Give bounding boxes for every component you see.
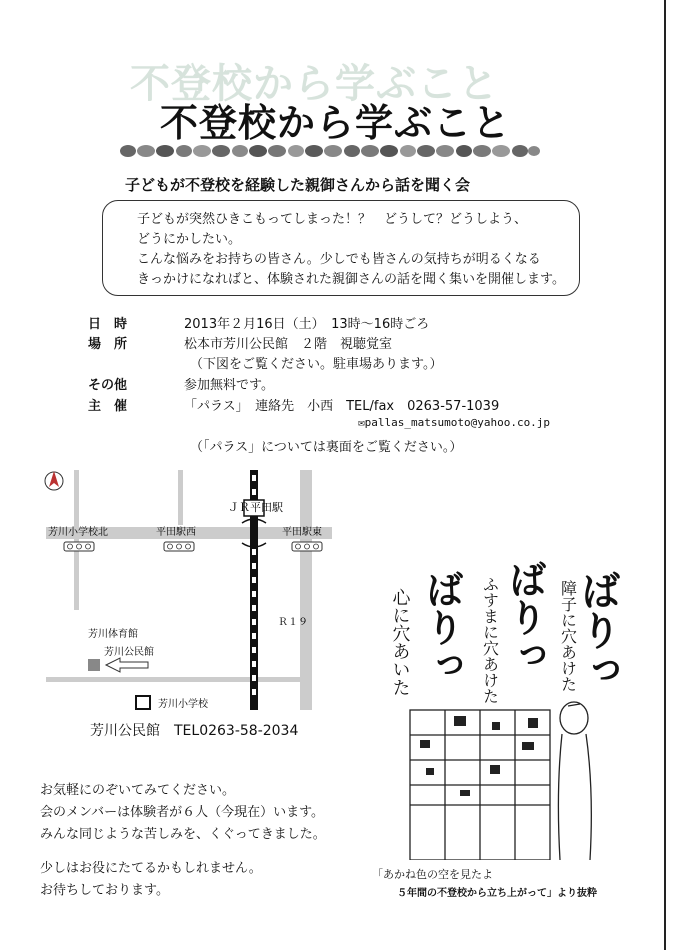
- intro-line: こんな悩みをお持ちの皆さん。少しでも皆さんの気持ちが明るくなる: [137, 252, 541, 267]
- title-shadow: 不登校から学ぶこと: [130, 61, 499, 107]
- other-label: その他: [88, 378, 128, 393]
- road-r19: [300, 470, 312, 710]
- calligraphy-line1: ばりっ: [574, 570, 622, 690]
- subtitle: 子どもが不登校を経験した親御さんから話を聞く会: [125, 176, 471, 194]
- access-map: [38, 465, 338, 715]
- hall-label: 芳川公民館: [104, 647, 154, 658]
- map-caption: 芳川公民館 TEL0263-58-2034: [90, 723, 299, 739]
- calligraphy-line3-small: 心に穴あいた: [389, 588, 411, 696]
- date-label: 日 時: [88, 317, 128, 332]
- station-label: ＪＲ平田駅: [228, 501, 283, 514]
- road-north: [178, 470, 183, 525]
- date-value: 2013年２月16日（土） 13時～16時ごろ: [184, 317, 430, 332]
- place-label: 場 所: [88, 337, 128, 352]
- intro-line: きっかけになればと、体験された親御さんの話を聞く集いを開催します。: [137, 272, 565, 287]
- shoji-drawing: [410, 710, 550, 860]
- signal-mid-label: 平田駅西: [156, 527, 196, 538]
- intro-line: 子どもが突然ひきこもってしまった！？ どうして？どうしよう、: [137, 212, 528, 227]
- page-title: 不登校から学ぶこと: [160, 101, 512, 145]
- hall-marker: [88, 659, 100, 671]
- closing-message: [40, 780, 326, 902]
- host-note: （「パラス」については裏面をご覧ください。）: [190, 440, 463, 455]
- figure-drawing: [558, 702, 591, 860]
- school-label: 芳川小学校: [158, 699, 208, 710]
- place-note: （下図をご覧ください。駐車場あります。）: [190, 357, 443, 372]
- road-west: [74, 470, 79, 610]
- intro-box: [102, 200, 580, 296]
- calligraphy-line2-small: ふすまに穴あけた: [480, 576, 500, 704]
- calligraphy-line1-small: 障子に穴あけた: [558, 580, 578, 692]
- closing-line: お待ちしております。: [40, 883, 169, 898]
- email-address[interactable]: ✉pallas_matsumoto@yahoo.co.jp: [358, 416, 551, 429]
- closing-line: お気軽にのぞいてみてください。: [40, 783, 236, 798]
- calligraphy-line2: ばりっ: [502, 560, 548, 674]
- road-south: [46, 677, 300, 682]
- calligraphy-illustration: [350, 540, 640, 860]
- north-arrow-icon: [45, 471, 63, 490]
- place-value: 松本市芳川公民館 ２階 視聴覚室: [184, 337, 393, 352]
- signal-icon: [64, 542, 322, 551]
- artwork-caption-1: 「あかね色の空を見たよ: [372, 868, 493, 881]
- closing-line: みんな同じような苦しみを、くぐってきました。: [40, 827, 326, 842]
- other-value: 参加無料です。: [184, 378, 274, 393]
- host-label: 主 催: [88, 399, 128, 414]
- host-value: 「パラス」 連絡先 小西 TEL/fax 0263-57-1039: [184, 399, 500, 414]
- arrow-left-icon: [106, 658, 148, 672]
- signal-east-label: 平田駅東: [282, 527, 322, 538]
- closing-line: 少しはお役にたてるかもしれません。: [40, 861, 262, 876]
- closing-line: 会のメンバーは体験者が６人（今現在）います。: [40, 805, 325, 820]
- artwork-caption-2: ５年間の不登校から立ち上がって」より抜粋: [397, 888, 597, 899]
- school-marker: [136, 696, 150, 709]
- page-edge: [664, 0, 666, 950]
- calligraphy-line3: ばりっ: [419, 570, 465, 684]
- stones-divider: [120, 143, 540, 159]
- route-label: Ｒ１９: [278, 617, 308, 628]
- gym-label: 芳川体育館: [88, 629, 138, 640]
- signal-west-label: 芳川小学校北: [48, 527, 108, 538]
- intro-line: どうにかしたい。: [137, 232, 242, 247]
